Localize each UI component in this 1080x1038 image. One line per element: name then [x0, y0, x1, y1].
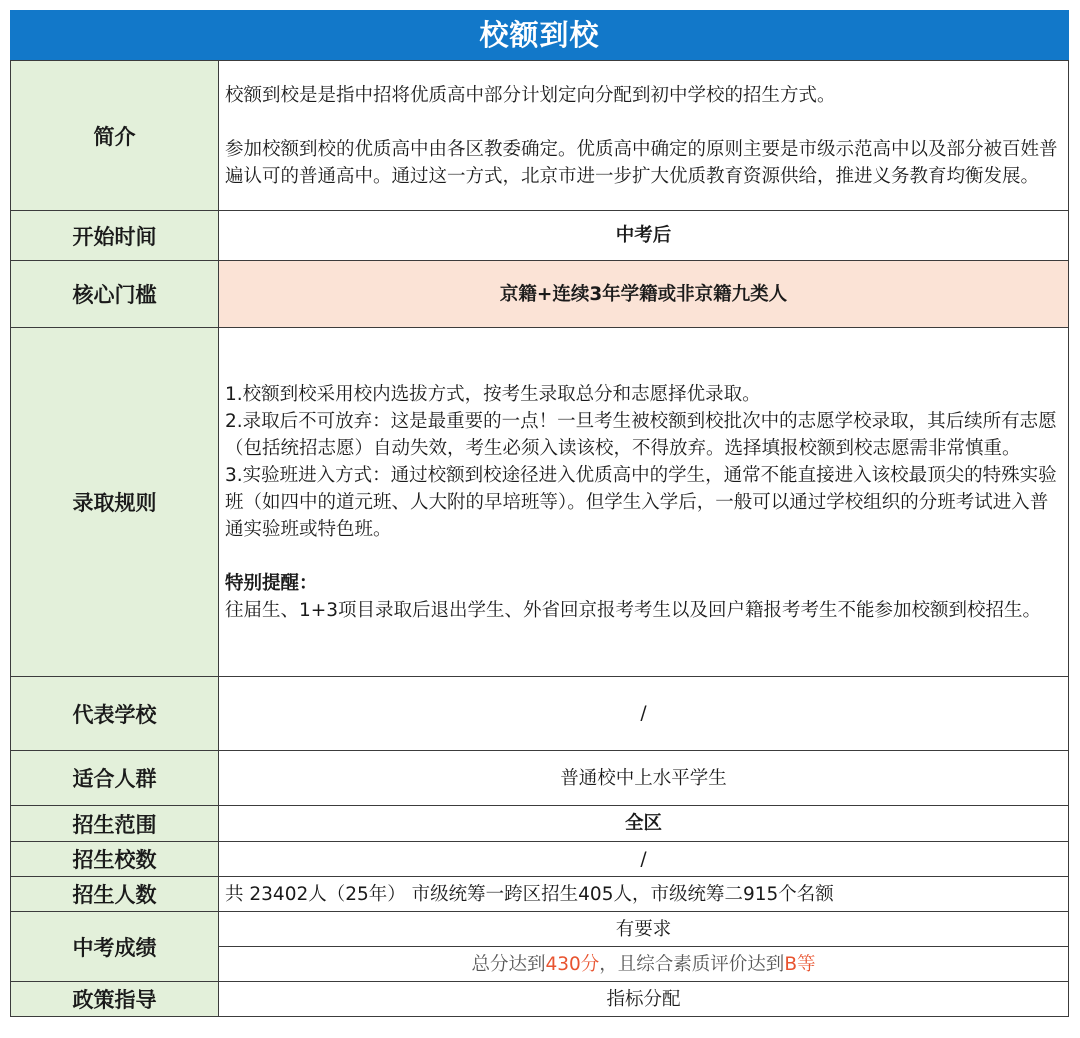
value-score-detail	[219, 947, 1069, 982]
reminder-text: 往届生、1+3项目录取后退出学生、外省回京报考考生以及回户籍报考考生不能参加校额到校招生。	[225, 599, 1042, 621]
policy-table	[10, 60, 1069, 1017]
row-scope	[11, 806, 1069, 842]
score-text-a: 总分达到	[471, 953, 546, 975]
row-intro	[11, 61, 1069, 211]
score-text-c: ，且综合素质评价达到	[599, 953, 785, 975]
label-rules: 录取规则	[11, 328, 219, 677]
label-start: 开始时间	[11, 211, 219, 261]
label-enrollment: 招生人数	[11, 877, 219, 912]
score-total-highlight: 430分	[545, 953, 600, 975]
table-title: 校额到校	[10, 10, 1069, 60]
row-threshold	[11, 261, 1069, 328]
value-enrollment: 共 23402人（25年） 市级统筹一跨区招生405人，市级统筹二915个名额	[219, 877, 1069, 912]
value-schools: /	[219, 677, 1069, 751]
rule-1: 1.校额到校采用校内选拔方式，按考生录取总分和志愿择优录取。	[225, 383, 761, 405]
row-enrollment	[11, 877, 1069, 912]
value-school-count: /	[219, 842, 1069, 877]
label-score: 中考成绩	[11, 912, 219, 982]
value-score-requirement: 有要求	[219, 912, 1069, 947]
value-audience: 普通校中上水平学生	[219, 751, 1069, 806]
score-grade-highlight: B等	[784, 953, 816, 975]
intro-paragraph-1: 校额到校是是指中招将优质高中部分计划定向分配到初中学校的招生方式。	[225, 84, 836, 106]
label-threshold: 核心门槛	[11, 261, 219, 328]
label-school-count: 招生校数	[11, 842, 219, 877]
label-policy: 政策指导	[11, 982, 219, 1017]
rule-3: 3.实验班进入方式：通过校额到校途径进入优质高中的学生，通常不能直接进入该校最顶尖的特殊实验班（如四中的道元班、人大附的早培班等）。但学生入学后，一般可以通过学校组织的分班考试进入普通实验班或特色班。	[225, 464, 1057, 540]
value-start: 中考后	[219, 211, 1069, 261]
row-rules	[11, 328, 1069, 677]
value-intro	[219, 61, 1069, 211]
label-schools: 代表学校	[11, 677, 219, 751]
row-start	[11, 211, 1069, 261]
label-scope: 招生范围	[11, 806, 219, 842]
value-threshold: 京籍+连续3年学籍或非京籍九类人	[219, 261, 1069, 328]
value-scope: 全区	[219, 806, 1069, 842]
row-audience	[11, 751, 1069, 806]
row-score-1	[11, 912, 1069, 947]
value-policy: 指标分配	[219, 982, 1069, 1017]
rule-2: 2.录取后不可放弃：这是最重要的一点！一旦考生被校额到校批次中的志愿学校录取，其后续所有志愿（包括统招志愿）自动失效，考生必须入读该校，不得放弃。选择填报校额到校志愿需非常慎重。	[225, 410, 1057, 459]
reminder-title: 特别提醒：	[225, 572, 318, 594]
label-intro: 简介	[11, 61, 219, 211]
row-policy	[11, 982, 1069, 1017]
policy-table-container	[10, 10, 1069, 1017]
intro-paragraph-2: 参加校额到校的优质高中由各区教委确定。优质高中确定的原则主要是市级示范高中以及部分被百姓普遍认可的普通高中。通过这一方式，北京市进一步扩大优质教育资源供给，推进义务教育均衡发展。	[225, 138, 1058, 187]
row-school-count	[11, 842, 1069, 877]
label-audience: 适合人群	[11, 751, 219, 806]
value-rules	[219, 328, 1069, 677]
row-schools	[11, 677, 1069, 751]
